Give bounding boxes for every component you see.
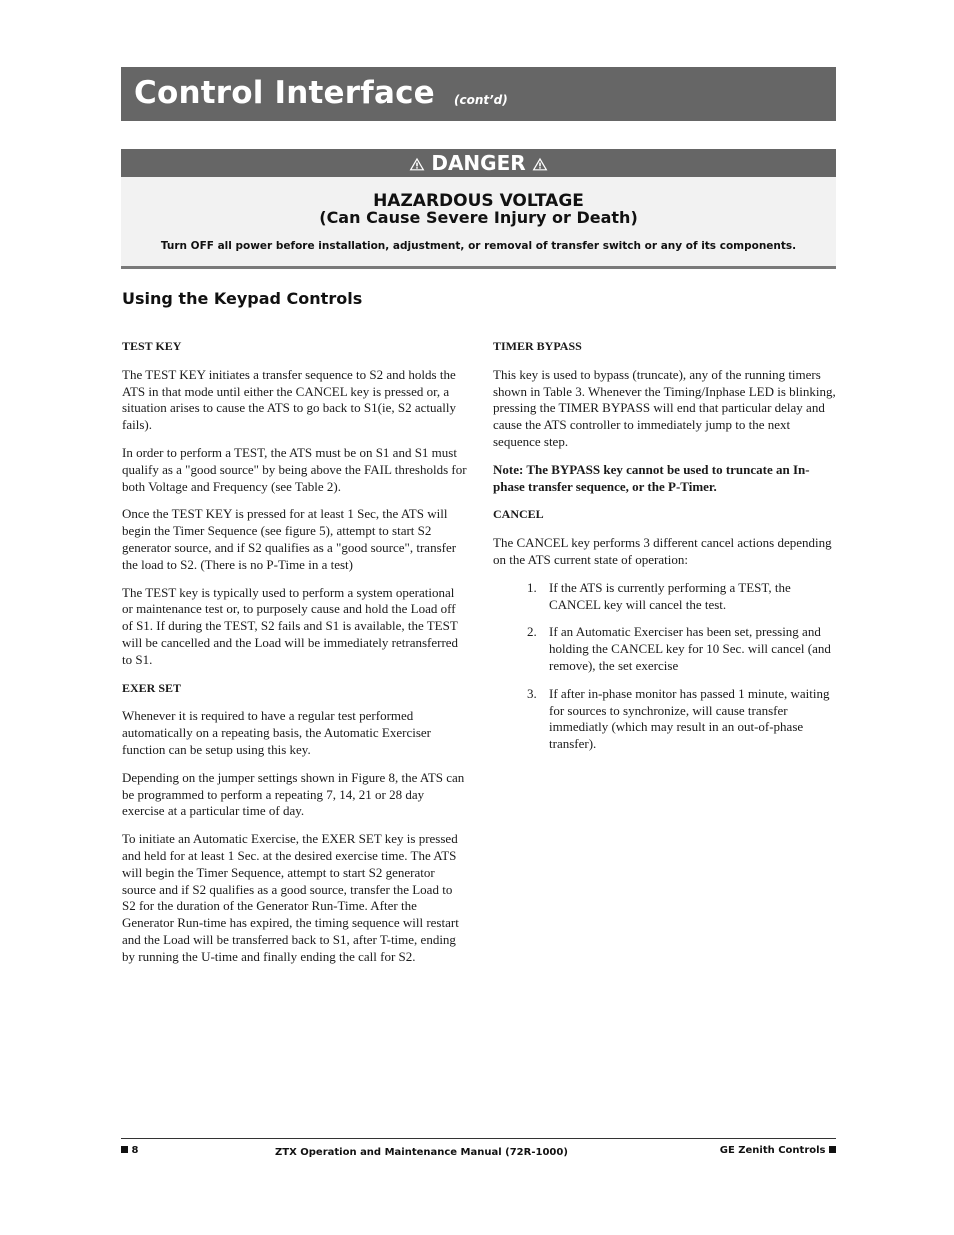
list-item bbox=[493, 580, 838, 614]
danger-notice bbox=[121, 149, 836, 269]
list-item bbox=[493, 686, 838, 753]
list-item-text: If after in-phase monitor has passed 1 minute, waiting for sources to synchronize, will cause transfer immediatly (which may result in an out-of-phase transfer). bbox=[549, 685, 830, 752]
hazard-heading: HAZARDOUS VOLTAGE bbox=[373, 191, 584, 211]
danger-label: DANGER bbox=[431, 151, 526, 175]
left-column bbox=[122, 338, 467, 977]
hazard-subheading: (Can Cause Severe Injury or Death) bbox=[319, 208, 638, 227]
list-item-number: 2. bbox=[527, 624, 537, 640]
warning-triangle-icon bbox=[532, 157, 548, 171]
list-item-number: 3. bbox=[527, 685, 537, 701]
exer-set-paragraph: Depending on the jumper settings shown in Figure 8, the ATS can be programmed to perform a repeating 7, 14, 21 or 28 day exercise at a particular time of day. bbox=[122, 769, 465, 819]
square-bullet-icon bbox=[121, 1146, 128, 1153]
list-item-text: If the ATS is currently performing a TEST, the CANCEL key will cancel the test. bbox=[549, 579, 791, 612]
cancel-heading: CANCEL bbox=[493, 507, 544, 522]
bypass-note: Note: The BYPASS key cannot be used to truncate an In-phase transfer sequence, or the P-Timer. bbox=[493, 461, 810, 494]
list-item bbox=[493, 624, 838, 674]
test-key-paragraph: In order to perform a TEST, the ATS must be on S1 and S1 must qualify as a "good source" by being above the FAIL thresholds for both Voltage and Frequency (see Table 2). bbox=[122, 444, 467, 494]
exer-set-paragraph: Whenever it is required to have a regular test performed automatically on a repeating basis, the Automatic Exerciser function can be setup using this key. bbox=[122, 708, 432, 757]
page-title-bar bbox=[121, 67, 836, 121]
exer-set-heading: EXER SET bbox=[122, 680, 182, 695]
test-key-paragraph: The TEST KEY initiates a transfer sequence to S2 and holds the ATS in that mode until either the CANCEL key is pressed or, a situation arises to cause the ATS to go back to S1(ie, S2 actually fails). bbox=[122, 366, 456, 433]
list-item-number: 1. bbox=[527, 579, 537, 595]
test-key-paragraph: The TEST key is typically used to perform a system operational or maintenance test or, to purposely cause and hold the Load off of S1. If during the TEST, S2 fails and S1 is available, the TEST will be cancelled and the Load will be immediately retransferred to S1. bbox=[122, 584, 459, 667]
square-bullet-icon bbox=[829, 1146, 836, 1153]
test-key-paragraph: Once the TEST KEY is pressed for at least 1 Sec, the ATS will begin the Timer Sequence (see figure 5), attempt to start S2 generator source, and if S2 qualifies as a "good source", transfer the load to S2. (There is no P-Time in a test) bbox=[122, 506, 457, 572]
right-column bbox=[493, 338, 838, 764]
page-title: Control Interface bbox=[134, 75, 435, 111]
footer-divider bbox=[121, 1138, 836, 1139]
exer-set-paragraph: To initiate an Automatic Exercise, the EXER SET key is pressed and held for at least 1 Sec. at the desired exercise time. The ATS will begin the Timer Sequence, attempt to start S2 generator source and if S2 qualifies as a good source, transfer the Load to S2 for the duration of the Generator Run-Time. After the Generator Run-time has expired, the timing sequence will restart and the Load will be transferred back to S1, after T-time, ending by running the U-time and finally ending the call for S2. bbox=[122, 831, 459, 964]
cancel-paragraph: The CANCEL key performs 3 different cancel actions depending on the ATS current state of operation: bbox=[493, 535, 832, 567]
footer-company: GE Zenith Controls bbox=[720, 1145, 836, 1156]
warning-triangle-icon bbox=[409, 157, 425, 171]
section-title: Using the Keypad Controls bbox=[122, 289, 363, 308]
hazard-warning-text: Turn OFF all power before installation, adjustment, or removal of transfer switch or any of its components. bbox=[160, 240, 797, 252]
footer-manual-title: ZTX Operation and Maintenance Manual (72R-1000) bbox=[275, 1147, 568, 1158]
footer-page-number: 8 bbox=[121, 1145, 138, 1156]
danger-header bbox=[121, 149, 836, 177]
test-key-heading: TEST KEY bbox=[122, 339, 182, 353]
page-subtitle: (cont’d) bbox=[454, 93, 508, 107]
list-item-text: If an Automatic Exerciser has been set, pressing and holding the CANCEL key for 10 Sec. will cancel (and remove), the set exercise bbox=[549, 624, 831, 673]
timer-bypass-heading: TIMER BYPASS bbox=[493, 339, 582, 353]
timer-bypass-paragraph: This key is used to bypass (truncate), any of the running timers shown in Table 3. Whenever the Timing/Inphase LED is blinking, pressing the TIMER BYPASS will end that particular delay and cause the ATS controller to immediately jump to the next sequence step. bbox=[493, 366, 836, 449]
